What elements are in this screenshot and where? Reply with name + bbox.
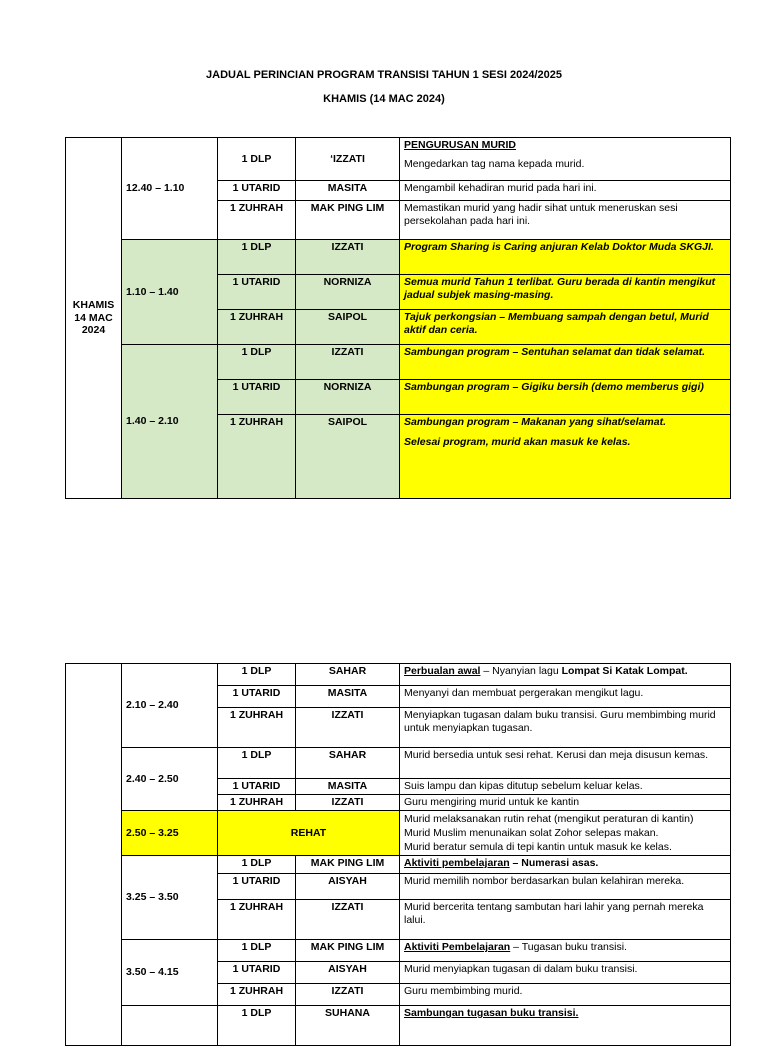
class-cell: 1 DLP (218, 345, 296, 380)
teacher-cell: AISYAH (296, 962, 400, 984)
teacher-cell: SAIPOL (296, 415, 400, 499)
table-row (66, 748, 731, 779)
teacher-cell: MAK PING LIM (296, 856, 400, 874)
class-cell: 1 DLP (218, 1006, 296, 1046)
class-cell: 1 ZUHRAH (218, 708, 296, 748)
day-cell-empty (66, 664, 122, 1046)
teacher-cell: NORNIZA (296, 380, 400, 415)
activity-cell: Murid bercerita tentang sambutan hari lahir yang pernah mereka lalui. (400, 900, 731, 940)
activity-cell: Semua murid Tahun 1 terlibat. Guru berada di kantin mengikut jadual subjek masing-masing. (400, 275, 731, 310)
class-cell: 1 UTARID (218, 779, 296, 795)
rehat-line: Murid melaksanakan rutin rehat (mengikut peraturan di kantin) (404, 813, 694, 825)
teacher-cell: IZZATI (296, 240, 400, 275)
time-cell: 1.10 – 1.40 (122, 240, 218, 345)
teacher-cell: SAIPOL (296, 310, 400, 345)
class-cell: 1 DLP (218, 856, 296, 874)
activity-text: Sambungan program – Makanan yang sihat/selamat. (404, 416, 666, 428)
table-row (66, 138, 731, 153)
schedule-table-1 (65, 137, 731, 499)
teacher-cell: IZZATI (296, 795, 400, 811)
activity-cell (400, 811, 731, 856)
teacher-cell: MASITA (296, 686, 400, 708)
activity-cell: Sambungan program – Sentuhan selamat dan tidak selamat. (400, 345, 731, 380)
activity-heading: Sambungan tugasan buku transisi. (404, 1007, 579, 1019)
activity-cell: Memastikan murid yang hadir sihat untuk meneruskan sesi persekolahan pada hari ini. (400, 201, 731, 240)
class-cell: 1 ZUHRAH (218, 201, 296, 240)
time-cell: 2.10 – 2.40 (122, 664, 218, 748)
class-cell: 1 UTARID (218, 874, 296, 900)
teacher-cell: SAHAR (296, 664, 400, 686)
teacher-cell: SUHANA (296, 1006, 400, 1046)
time-cell: 2.40 – 2.50 (122, 748, 218, 811)
activity-cell: Murid bersedia untuk sesi rehat. Kerusi dan meja disusun kemas. (400, 748, 731, 779)
class-cell: 1 DLP (218, 138, 296, 181)
class-cell: 1 UTARID (218, 686, 296, 708)
activity-cell: Guru membimbing murid. (400, 984, 731, 1006)
class-cell: 1 UTARID (218, 275, 296, 310)
time-cell: 2.50 – 3.25 (122, 811, 218, 856)
activity-cell: Tajuk perkongsian – Membuang sampah dengan betul, Murid aktif dan ceria. (400, 310, 731, 345)
teacher-cell: NORNIZA (296, 275, 400, 310)
activity-heading: Aktiviti pembelajaran (404, 857, 510, 869)
time-cell-empty (122, 1006, 218, 1046)
teacher-cell: IZZATI (296, 900, 400, 940)
time-cell: 12.40 – 1.10 (122, 138, 218, 240)
day-year: 2024 (81, 324, 106, 337)
teacher-cell: MASITA (296, 181, 400, 201)
class-cell: 1 DLP (218, 664, 296, 686)
table-row (66, 940, 731, 962)
class-cell: 1 ZUHRAH (218, 415, 296, 499)
activity-cell (400, 856, 731, 874)
activity-cell (400, 415, 731, 499)
activity-cell (400, 1006, 731, 1046)
document-title: JADUAL PERINCIAN PROGRAM TRANSISI TAHUN 1 SESI 2024/2025 (206, 69, 562, 81)
activity-cell: Guru mengiring murid untuk ke kantin (400, 795, 731, 811)
activity-text: – Nyanyian lagu (480, 665, 562, 677)
table-row-rehat (66, 811, 731, 856)
table-row (66, 1006, 731, 1046)
activity-heading: Perbualan awal (404, 665, 481, 677)
activity-cell: Murid memilih nombor berdasarkan bulan kelahiran mereka. (400, 874, 731, 900)
day-date: 14 MAC (74, 311, 113, 324)
activity-cell: Suis lampu dan kipas ditutup sebelum keluar kelas. (400, 779, 731, 795)
teacher-cell: ‘IZZATI (296, 138, 400, 181)
time-cell: 3.25 – 3.50 (122, 856, 218, 940)
class-cell: 1 ZUHRAH (218, 795, 296, 811)
class-cell: 1 UTARID (218, 181, 296, 201)
day-name: KHAMIS (72, 299, 115, 312)
day-cell (66, 138, 122, 499)
activity-cell: Mengambil kehadiran murid pada hari ini. (400, 181, 731, 201)
activity-text: – Tugasan buku transisi. (510, 941, 627, 953)
class-cell: 1 ZUHRAH (218, 900, 296, 940)
time-cell: 3.50 – 4.15 (122, 940, 218, 1006)
activity-heading: Aktiviti Pembelajaran (404, 941, 511, 953)
activity-cell: Menyiapkan tugasan dalam buku transisi. Guru membimbing murid untuk menyiapkan tugasan. (400, 708, 731, 748)
heading-text: PENGURUSAN MURID (404, 139, 517, 151)
teacher-cell: IZZATI (296, 708, 400, 748)
class-cell: 1 DLP (218, 748, 296, 779)
activity-cell: Murid menyiapkan tugasan di dalam buku transisi. (400, 962, 731, 984)
activity-cell: Sambungan program – Gigiku bersih (demo memberus gigi) (400, 380, 731, 415)
rehat-line: Murid Muslim menunaikan solat Zohor selepas makan. (404, 827, 659, 839)
class-cell: 1 DLP (218, 940, 296, 962)
activity-note: Selesai program, murid akan masuk ke kelas. (404, 435, 631, 448)
time-cell: 1.40 – 2.10 (122, 345, 218, 499)
class-cell: 1 ZUHRAH (218, 310, 296, 345)
activity-cell: Menyanyi dan membuat pergerakan mengikut lagu. (400, 686, 731, 708)
rehat-line: Murid beratur semula di tepi kantin untuk masuk ke kelas. (404, 841, 672, 853)
class-cell: 1 ZUHRAH (218, 984, 296, 1006)
table-row (66, 240, 731, 275)
activity-cell (400, 940, 731, 962)
activity-cell: Program Sharing is Caring anjuran Kelab Doktor Muda SKGJI. (400, 240, 731, 275)
song-title: Lompat Si Katak Lompat. (561, 665, 688, 677)
section-heading (400, 138, 731, 153)
activity-cell (400, 664, 731, 686)
rehat-label: REHAT (218, 811, 400, 856)
teacher-cell: MASITA (296, 779, 400, 795)
document-subtitle: KHAMIS (14 MAC 2024) (323, 93, 445, 105)
teacher-cell: MAK PING LIM (296, 940, 400, 962)
class-cell: 1 UTARID (218, 962, 296, 984)
teacher-cell: IZZATI (296, 345, 400, 380)
activity-cell: Mengedarkan tag nama kepada murid. (400, 153, 731, 181)
teacher-cell: MAK PING LIM (296, 201, 400, 240)
table-row (66, 856, 731, 874)
teacher-cell: SAHAR (296, 748, 400, 779)
class-cell: 1 UTARID (218, 380, 296, 415)
activity-text: – Numerasi asas. (509, 857, 599, 869)
teacher-cell: AISYAH (296, 874, 400, 900)
teacher-cell: IZZATI (296, 984, 400, 1006)
table-row (66, 664, 731, 686)
table-row (66, 345, 731, 380)
class-cell: 1 DLP (218, 240, 296, 275)
schedule-table-2 (65, 663, 731, 1046)
